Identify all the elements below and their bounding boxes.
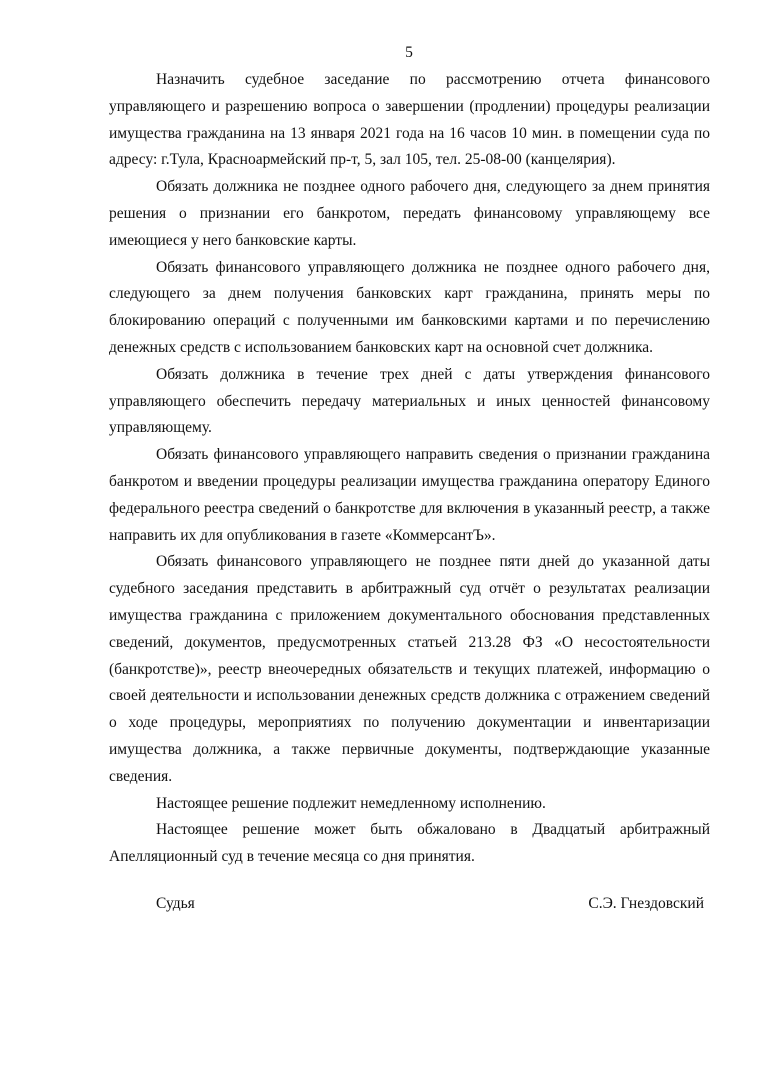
document-body: [109, 67, 710, 871]
paragraph-appeal: Настоящее решение может быть обжаловано в Двадцатый арбитражный Апелляционный суд в течение месяца со дня принятия.: [109, 821, 710, 866]
paragraph-hearing-schedule: Назначить судебное заседание по рассмотрению отчета финансового управляющего и разрешению вопроса о завершении (продлении) процедуры реализации имущества гражданина на 13 января 2021 года на 16 часов 10 мин. в помещении суда по адресу: г.Тула, Красноармейский пр-т, 5, зал 105, тел. 25-08-00 (канцелярия).: [109, 71, 710, 169]
judge-title: Судья: [156, 895, 195, 912]
paragraph-manager-report: Обязать финансового управляющего не позднее пяти дней до указанной даты судебного заседания представить в арбитражный суд отчёт о результатах реализации имущества гражданина с приложением документального обоснования представленных сведений, документов, предусмотренных статьей 213.28 ФЗ «О несостоятельности (банкротстве)», реестр внеочередных обязательств и текущих платежей, информацию о своей деятельности и использовании денежных средств должника с отражением сведений о ходе процедуры, мероприятиях по получению документации и инвентаризации имущества должника, а также первичные документы, подтверждающие указанные сведения.: [109, 553, 710, 785]
paragraph-manager-block-cards: Обязать финансового управляющего должника не позднее одного рабочего дня, следующего за днем получения банковских карт гражданина, принять меры по блокированию операций с полученными им банковскими картами и по перечислению денежных средств с использованием банковских карт на основной счет должника.: [109, 258, 710, 356]
paragraph-manager-publish: Обязать финансового управляющего направить сведения о признании гражданина банкротом и введении процедуры реализации имущества гражданина оператору Единого федерального реестра сведений о банкротстве для включения в указанный реестр, а также направить их для опубликования в газете «КоммерсантЪ».: [109, 446, 710, 544]
page-number: 5: [405, 44, 413, 61]
paragraph-debtor-bank-cards: Обязать должника не позднее одного рабочего дня, следующего за днем принятия решения о признании его банкротом, передать финансовому управляющему все имеющиеся у него банковские карты.: [109, 178, 710, 249]
paragraph-immediate-execution: Настоящее решение подлежит немедленному исполнению.: [156, 794, 546, 812]
paragraph-debtor-transfer-values: Обязать должника в течение трех дней с даты утверждения финансового управляющего обеспечить передачу материальных и иных ценностей финансовому управляющему.: [109, 365, 710, 437]
judge-name: С.Э. Гнездовский: [588, 895, 704, 912]
